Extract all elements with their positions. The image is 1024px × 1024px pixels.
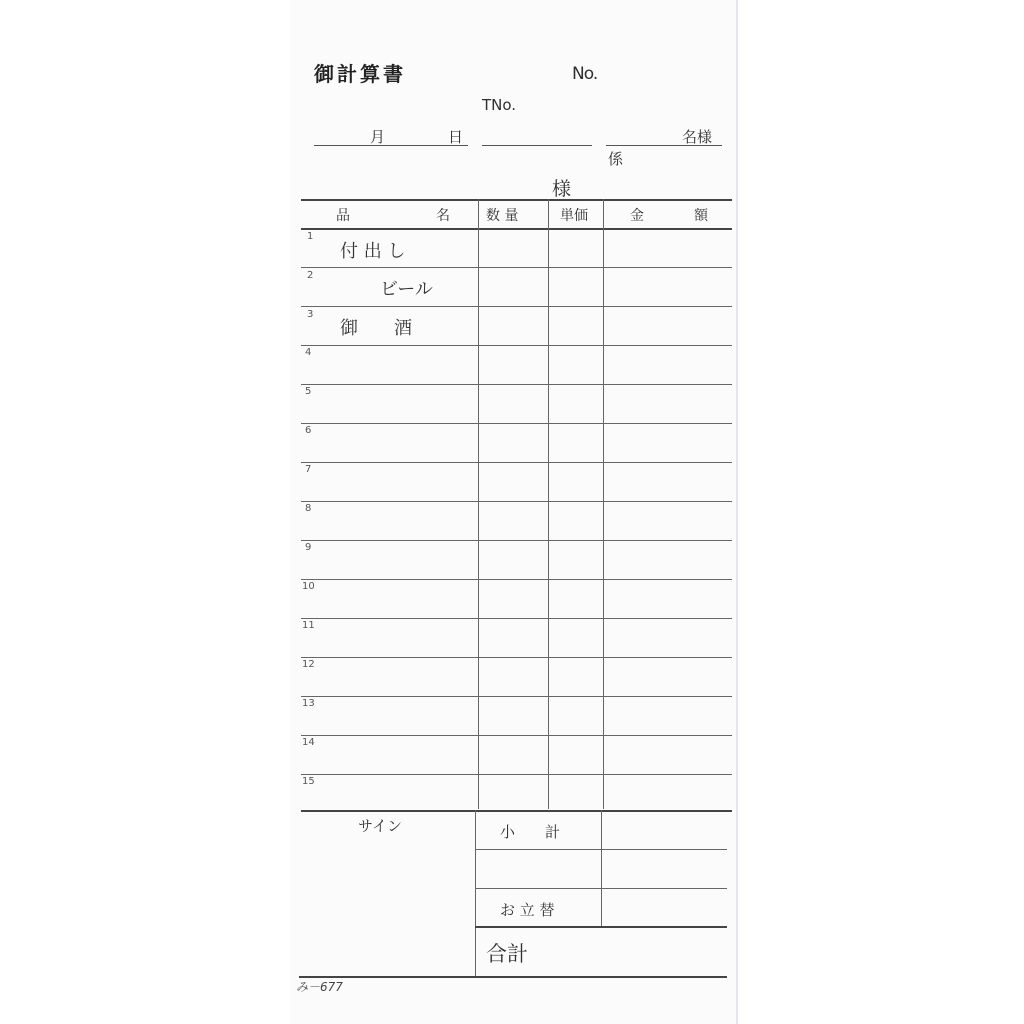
row-number: 5	[305, 386, 312, 397]
date-line	[314, 145, 468, 146]
row-rule	[301, 423, 732, 424]
row-number: 8	[305, 503, 312, 514]
item-name: 付 出 し	[340, 241, 406, 262]
footer-divider-amount	[601, 810, 602, 926]
customer-count-suffix: 名様	[682, 128, 713, 146]
row-rule	[301, 618, 732, 619]
row-rule	[301, 540, 732, 541]
row-rule	[301, 501, 732, 502]
row-number: 10	[302, 581, 315, 592]
staff-label: 係	[608, 150, 624, 168]
row-number: 2	[307, 270, 314, 281]
row-number: 4	[305, 347, 312, 358]
row-number: 13	[302, 698, 315, 709]
row-rule	[301, 267, 732, 268]
total-top-rule	[475, 926, 727, 928]
table-top-rule	[301, 199, 732, 201]
blank-rule	[475, 888, 727, 889]
item-name: ビール	[380, 279, 433, 300]
divider-price-amount	[603, 199, 604, 809]
total-label: 合計	[486, 942, 528, 966]
row-rule	[301, 735, 732, 736]
row-rule	[301, 345, 732, 346]
number-label: No.	[572, 64, 598, 84]
column-amount-a: 金	[630, 208, 644, 224]
item-name: 御 酒	[340, 318, 412, 339]
footer-divider-sign	[475, 810, 476, 976]
customer-count-line	[606, 145, 722, 146]
row-number: 12	[302, 659, 315, 670]
column-amount-b: 額	[694, 208, 708, 224]
row-number: 14	[302, 737, 315, 748]
table-number-label: TNo.	[482, 96, 517, 114]
footer-bottom-rule	[299, 976, 727, 978]
month-label: 月	[370, 128, 386, 146]
table-number-line	[482, 145, 592, 146]
column-quantity: 数 量	[486, 208, 519, 224]
subtotal-label: 小 計	[500, 823, 561, 841]
footer-top-rule	[301, 810, 732, 812]
row-number: 6	[305, 425, 312, 436]
row-number: 3	[307, 309, 314, 320]
form-title: 御計算書	[314, 62, 406, 86]
column-unit-price: 単価	[560, 208, 588, 224]
row-rule	[301, 579, 732, 580]
row-number: 1	[307, 231, 314, 242]
day-label: 日	[448, 128, 464, 146]
row-rule	[301, 696, 732, 697]
row-number: 7	[305, 464, 312, 475]
form-code: み－677	[296, 980, 343, 994]
sama-label: 様	[552, 178, 572, 200]
advance-label: お 立 替	[500, 901, 555, 919]
divider-name-qty	[478, 199, 479, 809]
row-number: 11	[302, 620, 315, 631]
row-rule	[301, 657, 732, 658]
row-rule	[301, 774, 732, 775]
row-rule	[301, 462, 732, 463]
row-rule	[301, 306, 732, 307]
row-number: 9	[305, 542, 312, 553]
column-item-a: 品	[336, 208, 350, 224]
bill-form	[290, 0, 738, 1024]
column-item-b: 名	[436, 208, 450, 224]
signature-label: サイン	[358, 817, 402, 835]
row-number: 15	[302, 776, 315, 787]
subtotal-rule	[475, 849, 727, 850]
row-rule	[301, 384, 732, 385]
table-header-rule	[301, 228, 732, 230]
divider-qty-price	[548, 199, 549, 809]
